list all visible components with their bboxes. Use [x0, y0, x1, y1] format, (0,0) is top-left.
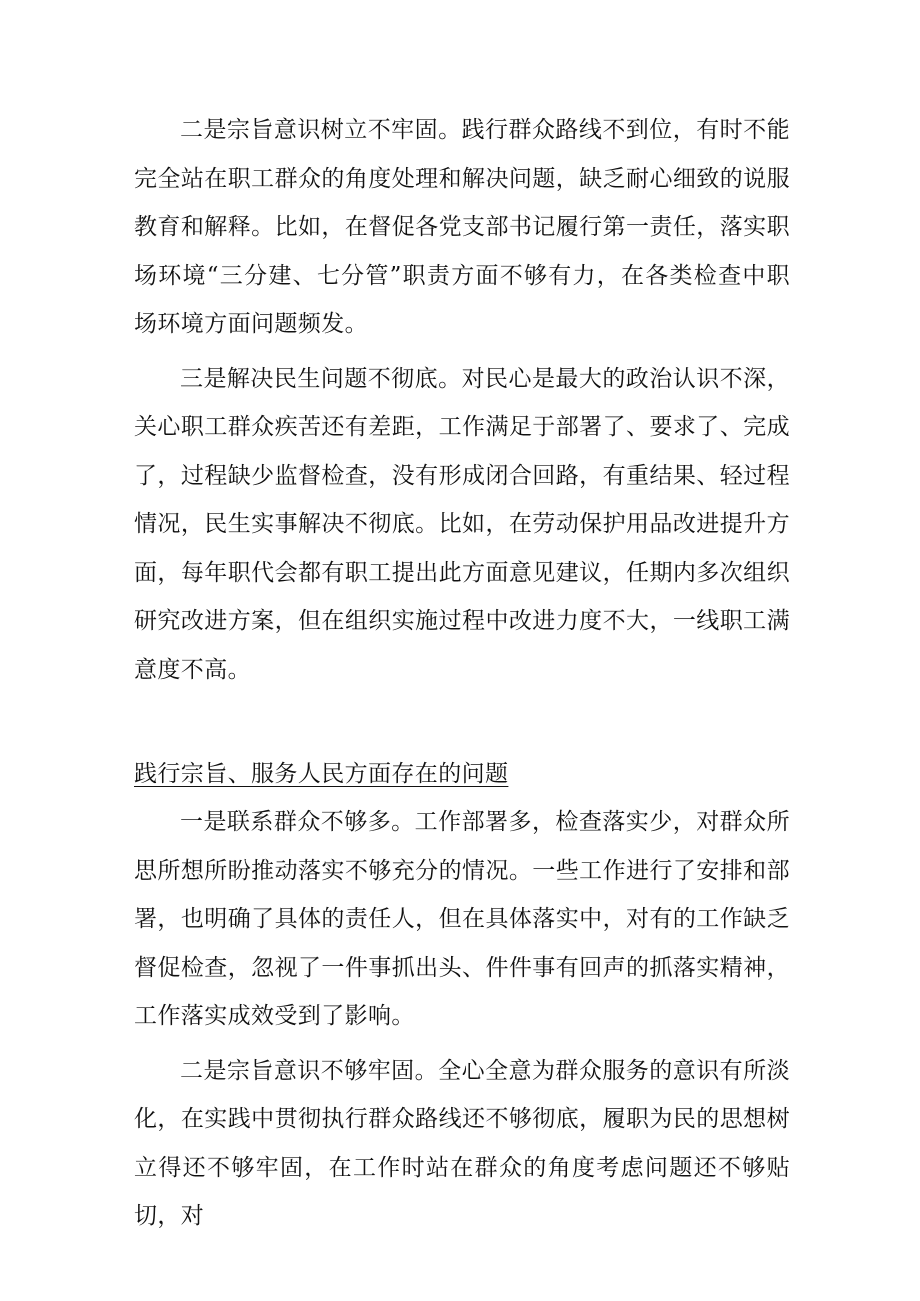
paragraph-purpose-not-firm: 二是宗旨意识不够牢固。全心全意为群众服务的意识有所淡化，在实践中贯彻执行群众路线还不够彻底，履职为民的思想树立得还不够牢固，在工作时站在群众的角度考虑问题还不够贴切，对 — [134, 1057, 790, 1229]
paragraph-purpose-awareness: 二是宗旨意识树立不牢固。践行群众路线不到位，有时不能完全站在职工群众的角度处理和解决问题，缺乏耐心细致的说服教育和解释。比如，在督促各党支部书记履行第一责任，落实职场环境“三分建、七分管”职责方面不够有力，在各类检查中职场环境方面问题频发。 — [134, 117, 790, 337]
paragraph-livelihood-issues: 三是解决民生问题不彻底。对民心是最大的政治认识不深，关心职工群众疾苦还有差距，工作满足于部署了、要求了、完成了，过程缺少监督检查，没有形成闭合回路，有重结果、轻过程情况，民生实事解决不彻底。比如，在劳动保护用品改进提升方面，每年职代会都有职工提出此方面意见建议，任期内多次组织研究改进方案，但在组织实施过程中改进力度不大，一线职工满意度不高。 — [134, 365, 790, 683]
section-heading: 践行宗旨、服务人民方面存在的问题 — [134, 761, 509, 787]
document-body — [134, 106, 790, 1247]
paragraph-contact-masses: 一是联系群众不够多。工作部署多，检查落实少，对群众所思所想所盼推动落实不够充分的情况。一些工作进行了安排和部署，也明确了具体的责任人，但在具体落实中，对有的工作缺乏督促检查，忽视了一件事抓出头、件件事有回声的抓落实精神，工作落实成效受到了影响。 — [134, 809, 790, 1029]
